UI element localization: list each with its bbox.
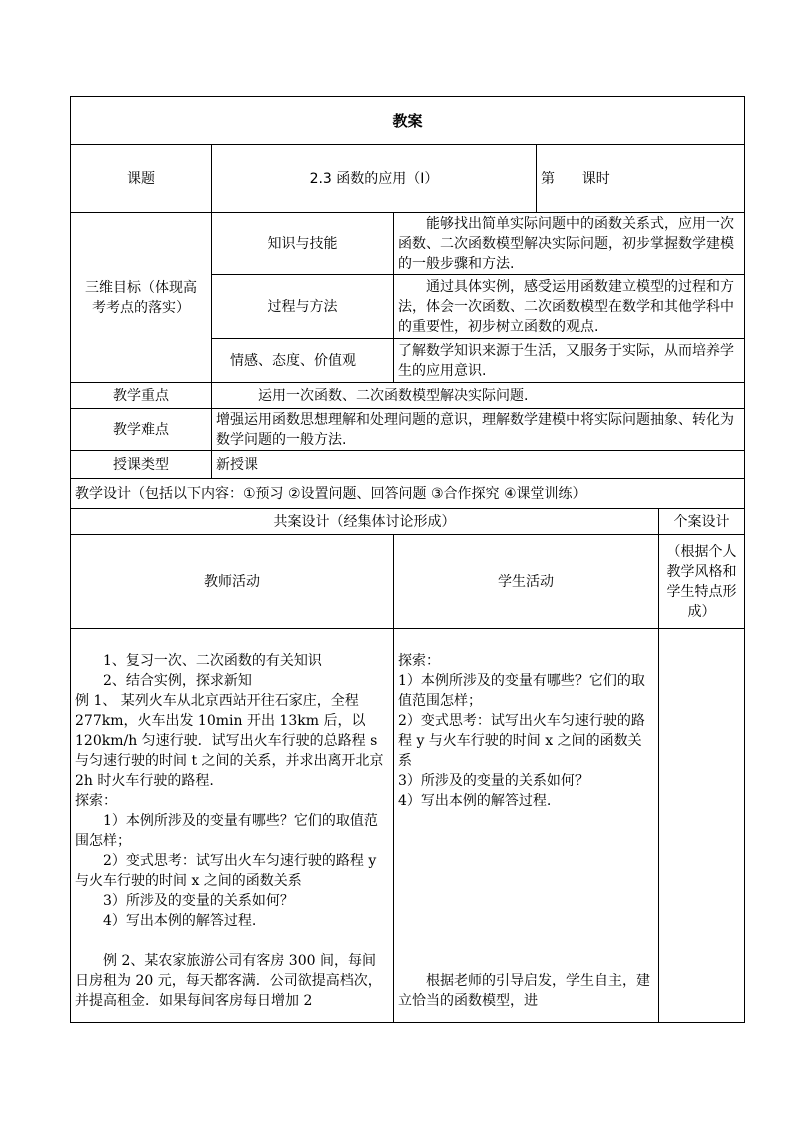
lesson-type-text: 新授课 <box>212 451 745 479</box>
shared-design-header: 共案设计（经集体讨论形成） <box>71 509 659 535</box>
student-line: 3）所涉及的变量的关系如何？ <box>398 773 589 789</box>
teacher-example-2: 例 2、某农家旅游公司有客房 300 间，每间日房租为 20 元，每天都客满．公司欲提高档次，并提高租金．如果每间客房每日增加 2 <box>75 953 382 1009</box>
teacher-line: 2）变式思考：试写出火车匀速行驶的路程 y 与火车行驶的时间 x 之间的函数关系 <box>75 853 377 889</box>
goal-name-knowledge: 知识与技能 <box>212 213 394 275</box>
teacher-line: 1、复习一次、二次函数的有关知识 <box>103 653 322 669</box>
goal-text-knowledge: 能够找出简单实际问题中的函数关系式，应用一次函数、二次函数模型解决实际问题，初步掌握数学建模的一般步骤和方法. <box>394 213 745 275</box>
student-line: 根据老师的引导启发，学生自主，建立恰当的函数模型，进 <box>398 973 650 1009</box>
key-point-text: 运用一次函数、二次函数模型解决实际问题. <box>212 383 745 409</box>
goal-text-attitude: 了解数学知识来源于生活，又服务于实际，从而培养学生的应用意识. <box>394 339 745 383</box>
period-field: 第 课时 <box>537 145 745 213</box>
spacer <box>398 811 654 971</box>
goal-name-attitude: 情感、态度、价值观 <box>212 339 394 383</box>
student-line: 1）本例所涉及的变量有哪些？它们的取值范围怎样； <box>398 673 645 709</box>
difficulty-label: 教学难点 <box>71 409 212 451</box>
student-line: 4）写出本例的解答过程. <box>398 793 552 809</box>
individual-design-cell <box>659 629 745 1023</box>
teacher-activity-cell <box>71 629 394 1023</box>
student-activity-cell <box>394 629 659 1023</box>
goal-text-process: 通过具体实例，感受运用函数建立模型的过程和方法，体会一次函数、二次函数模型在数学和其他学科中的重要性，初步树立函数的观点. <box>394 275 745 339</box>
topic-value: 2.3 函数的应用（Ⅰ） <box>212 145 537 213</box>
teacher-activity-header: 教师活动 <box>71 535 394 629</box>
individual-design-header: 个案设计 <box>659 509 745 535</box>
individual-design-note: （根据个人教学风格和学生特点形成） <box>659 535 745 629</box>
page-title: 教案 <box>71 97 745 145</box>
student-line: 2）变式思考：试写出火车匀速行驶的路程 y 与火车行驶的时间 x 之间的函数关系 <box>398 713 645 769</box>
topic-label: 课题 <box>71 145 212 213</box>
goals-label <box>71 213 212 383</box>
lesson-plan-table <box>70 96 745 1023</box>
lesson-type-label: 授课类型 <box>71 451 212 479</box>
teacher-line: 4）写出本例的解答过程. <box>103 913 257 929</box>
teacher-line: 3）所涉及的变量的关系如何？ <box>103 893 294 909</box>
design-label: 教学设计（包括以下内容：①预习 ②设置问题、回答问题 ③合作探究 ④课堂训练） <box>71 479 745 509</box>
goal-name-process: 过程与方法 <box>212 275 394 339</box>
difficulty-text: 增强运用函数思想理解和处理问题的意识，理解数学建模中将实际问题抽象、转化为数学问题的一般方法. <box>212 409 745 451</box>
teacher-example-1: 例 1、 某列火车从北京西站开往石家庄，全程 277km，火车出发 10min 开出 13km 后，以 120km/h 匀速行驶．试写出火车行驶的总路程 s 与匀速行驶的时间 t 之间的关系，并求出离开北京 2h 时火车行驶的路程. <box>75 693 384 789</box>
teacher-line: 探索： <box>75 793 117 809</box>
key-point-label: 教学重点 <box>71 383 212 409</box>
lesson-plan-sheet <box>70 96 737 1024</box>
teacher-line: 1）本例所涉及的变量有哪些？它们的取值范围怎样； <box>75 813 378 849</box>
student-activity-header: 学生活动 <box>394 535 659 629</box>
goals-label-text: 三维目标（体现高考考点的落实） <box>85 279 197 316</box>
spacer <box>75 931 389 951</box>
student-line: 探索： <box>398 653 440 669</box>
teacher-line: 2、结合实例，探求新知 <box>103 673 252 689</box>
